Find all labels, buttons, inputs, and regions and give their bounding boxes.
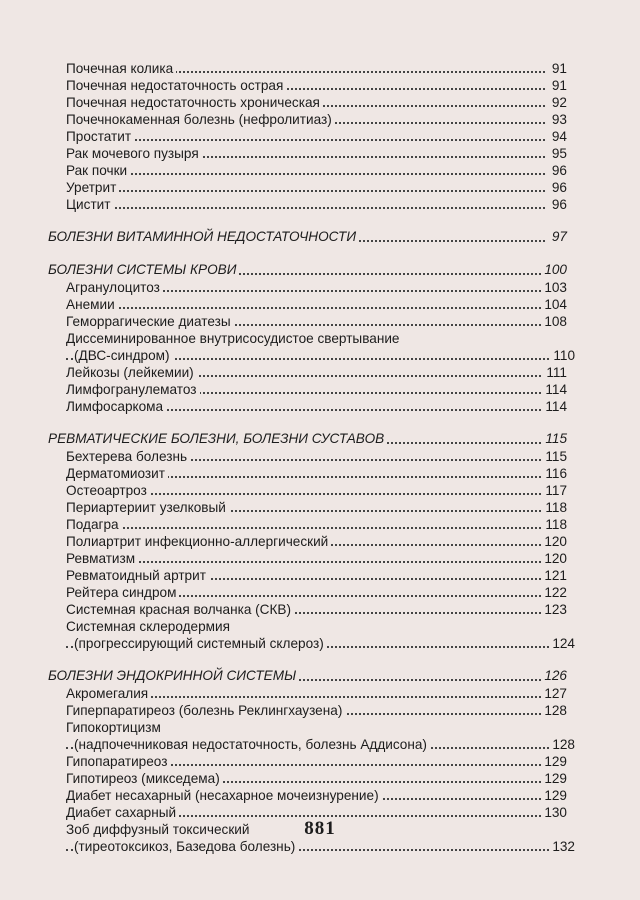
toc-entry bbox=[66, 516, 567, 533]
toc-entry-title: Гипокортицизм bbox=[66, 719, 164, 736]
toc-entry-page: 115 bbox=[542, 448, 567, 465]
toc-entry bbox=[66, 111, 567, 128]
toc-entry-title: Лейкозы (лейкемии) bbox=[66, 364, 197, 381]
toc-entry bbox=[66, 685, 567, 702]
toc-entry bbox=[66, 313, 567, 330]
toc-entry-title: Полиартрит инфекционно-аллергический bbox=[66, 533, 331, 550]
toc-entry-title: Диабет несахарный (несахарное мочеизнурение) bbox=[66, 787, 382, 804]
toc-entry bbox=[66, 94, 567, 111]
toc-entry-title: Лимфогранулематоз bbox=[66, 381, 200, 398]
toc-entry-title: РЕВМАТИЧЕСКИЕ БОЛЕЗНИ, БОЛЕЗНИ СУСТАВОВ bbox=[48, 429, 387, 448]
toc-entry-page: 104 bbox=[541, 296, 567, 313]
dot-leader bbox=[66, 306, 545, 309]
toc-entry-title: Диссеминированное внутрисосудистое свертывание bbox=[66, 330, 402, 347]
toc-entry-title: Ревматоидный артрит bbox=[66, 567, 209, 584]
toc-entry-title: Системная склеродермия bbox=[66, 618, 233, 635]
toc-entry bbox=[66, 770, 567, 787]
toc-entry-page: 124 bbox=[549, 635, 575, 652]
toc-entry bbox=[66, 838, 575, 855]
toc-entry bbox=[66, 179, 567, 196]
toc-entry-page: 130 bbox=[541, 804, 567, 821]
toc-entry-page: 96 bbox=[549, 196, 567, 213]
toc-entry-title: Почечнокаменная болезнь (нефролитиаз) bbox=[66, 111, 335, 128]
toc-entry-title: Лимфосаркома bbox=[66, 398, 166, 415]
toc-entry-title: Периартериит узелковый bbox=[66, 499, 229, 516]
toc-entry-page: 117 bbox=[542, 482, 567, 499]
toc-entry bbox=[66, 347, 575, 364]
toc-entry-title: Анемии bbox=[66, 296, 118, 313]
toc-entry-page: 128 bbox=[549, 736, 575, 753]
toc-entry-title: БОЛЕЗНИ ВИТАМИННОЙ НЕДОСТАТОЧНОСТИ bbox=[48, 227, 359, 246]
toc-entry bbox=[66, 398, 567, 415]
toc-entry-title: Гиперпаратиреоз (болезнь Реклингхаузена) bbox=[66, 702, 345, 719]
toc-entry bbox=[66, 162, 567, 179]
toc-entry-title: (ДВС-синдром) bbox=[74, 347, 173, 364]
toc-entry-title: Почечная колика bbox=[66, 60, 176, 77]
table-of-contents bbox=[0, 60, 640, 855]
toc-entry bbox=[66, 296, 567, 313]
toc-entry-page: 114 bbox=[542, 381, 567, 398]
toc-entry-page: 91 bbox=[549, 77, 567, 94]
dot-leader bbox=[66, 526, 545, 529]
toc-section-heading bbox=[48, 260, 567, 279]
toc-entry-page: 115 bbox=[542, 429, 567, 448]
toc-entry bbox=[66, 364, 567, 381]
toc-section-heading bbox=[48, 429, 567, 448]
toc-entry-page: 120 bbox=[541, 533, 567, 550]
toc-entry-page: 111 bbox=[543, 364, 567, 381]
toc-entry-page: 116 bbox=[542, 465, 567, 482]
toc-entry-page: 122 bbox=[541, 584, 567, 601]
toc-entry bbox=[66, 196, 567, 213]
toc-entry bbox=[66, 128, 567, 145]
toc-entry-page: 108 bbox=[541, 313, 567, 330]
toc-entry-page: 129 bbox=[541, 770, 567, 787]
toc-entry-title: Подагра bbox=[66, 516, 122, 533]
toc-entry bbox=[66, 719, 567, 736]
dot-leader bbox=[66, 206, 545, 209]
toc-entry bbox=[66, 381, 567, 398]
toc-entry-page: 121 bbox=[541, 567, 567, 584]
toc-entry-title: Рак мочевого пузыря bbox=[66, 145, 202, 162]
toc-entry-page: 100 bbox=[541, 260, 567, 279]
toc-entry-title: Рейтера синдром bbox=[66, 584, 179, 601]
dot-leader bbox=[66, 172, 545, 175]
toc-entry-page: 128 bbox=[541, 702, 567, 719]
toc-entry-title: Системная красная волчанка (СКВ) bbox=[66, 601, 294, 618]
toc-entry bbox=[66, 787, 567, 804]
toc-entry-page: 92 bbox=[549, 94, 567, 111]
toc-entry-title: Гипотиреоз (микседема) bbox=[66, 770, 223, 787]
toc-entry-title: Зоб диффузный токсический bbox=[66, 821, 252, 838]
toc-entry-page: 123 bbox=[541, 601, 567, 618]
toc-entry bbox=[66, 465, 567, 482]
toc-entry bbox=[66, 635, 575, 652]
toc-entry-page: 118 bbox=[542, 499, 567, 516]
toc-entry-title: Акромегалия bbox=[66, 685, 151, 702]
toc-entry-page: 103 bbox=[541, 279, 567, 296]
toc-entry bbox=[66, 567, 567, 584]
toc-entry-title: Диабет сахарный bbox=[66, 804, 179, 821]
toc-entry-page: 129 bbox=[541, 787, 567, 804]
toc-entry-page: 129 bbox=[541, 753, 567, 770]
toc-entry-page: 126 bbox=[541, 666, 567, 685]
toc-entry bbox=[66, 330, 567, 347]
toc-entry bbox=[66, 550, 567, 567]
toc-entry-title: Геморрагические диатезы bbox=[66, 313, 234, 330]
page-number: 881 bbox=[304, 818, 336, 839]
toc-entry-title: Гипопаратиреоз bbox=[66, 753, 170, 770]
toc-entry-title: Дерматомиозит bbox=[66, 465, 168, 482]
toc-entry bbox=[66, 482, 567, 499]
toc-entry-page: 96 bbox=[549, 179, 567, 196]
toc-entry-page: 127 bbox=[541, 685, 567, 702]
toc-entry bbox=[66, 736, 575, 753]
toc-entry bbox=[66, 584, 567, 601]
toc-entry-title: (прогрессирующий системный склероз) bbox=[74, 635, 327, 652]
toc-entry bbox=[66, 533, 567, 550]
toc-entry bbox=[66, 702, 567, 719]
toc-entry-title: Цистит bbox=[66, 196, 114, 213]
toc-entry-page: 91 bbox=[549, 60, 567, 77]
toc-entry bbox=[66, 145, 567, 162]
toc-entry bbox=[66, 279, 567, 296]
toc-entry bbox=[66, 499, 567, 516]
toc-entry-title: Простатит bbox=[66, 128, 134, 145]
toc-entry-title: Почечная недостаточность острая bbox=[66, 77, 286, 94]
toc-entry-title: Почечная недостаточность хроническая bbox=[66, 94, 323, 111]
toc-entry-page: 96 bbox=[549, 162, 567, 179]
toc-section-heading bbox=[48, 227, 567, 246]
toc-entry-title: БОЛЕЗНИ ЭНДОКРИННОЙ СИСТЕМЫ bbox=[48, 666, 299, 685]
toc-entry-title: Остеоартроз bbox=[66, 482, 150, 499]
toc-entry bbox=[66, 618, 567, 635]
dot-leader bbox=[66, 189, 545, 192]
toc-entry-page: 120 bbox=[541, 550, 567, 567]
toc-section-heading bbox=[48, 666, 567, 685]
toc-entry-page: 114 bbox=[542, 398, 567, 415]
toc-entry-page: 118 bbox=[542, 516, 567, 533]
toc-entry-title: Бехтерева болезнь bbox=[66, 448, 190, 465]
toc-entry bbox=[66, 448, 567, 465]
toc-entry-page: 97 bbox=[549, 227, 567, 246]
toc-entry-page: 132 bbox=[549, 838, 575, 855]
toc-entry bbox=[66, 77, 567, 94]
toc-entry-title: Агранулоцитоз bbox=[66, 279, 163, 296]
toc-entry bbox=[66, 601, 567, 618]
toc-entry bbox=[66, 753, 567, 770]
toc-entry-title: БОЛЕЗНИ СИСТЕМЫ КРОВИ bbox=[48, 260, 239, 279]
toc-entry-title: Рак почки bbox=[66, 162, 130, 179]
toc-entry-title: Ревматизм bbox=[66, 550, 138, 567]
toc-entry-page: 110 bbox=[550, 347, 575, 364]
dot-leader bbox=[66, 138, 545, 141]
toc-entry-title: (надпочечниковая недостаточность, болезнь Аддисона) bbox=[74, 736, 430, 753]
toc-entry-title: (тиреотоксикоз, Базедова болезнь) bbox=[74, 838, 298, 855]
toc-entry-page: 95 bbox=[549, 145, 567, 162]
toc-entry-page: 94 bbox=[549, 128, 567, 145]
toc-entry bbox=[66, 60, 567, 77]
toc-entry-title: Уретрит bbox=[66, 179, 119, 196]
toc-entry-page: 93 bbox=[549, 111, 567, 128]
